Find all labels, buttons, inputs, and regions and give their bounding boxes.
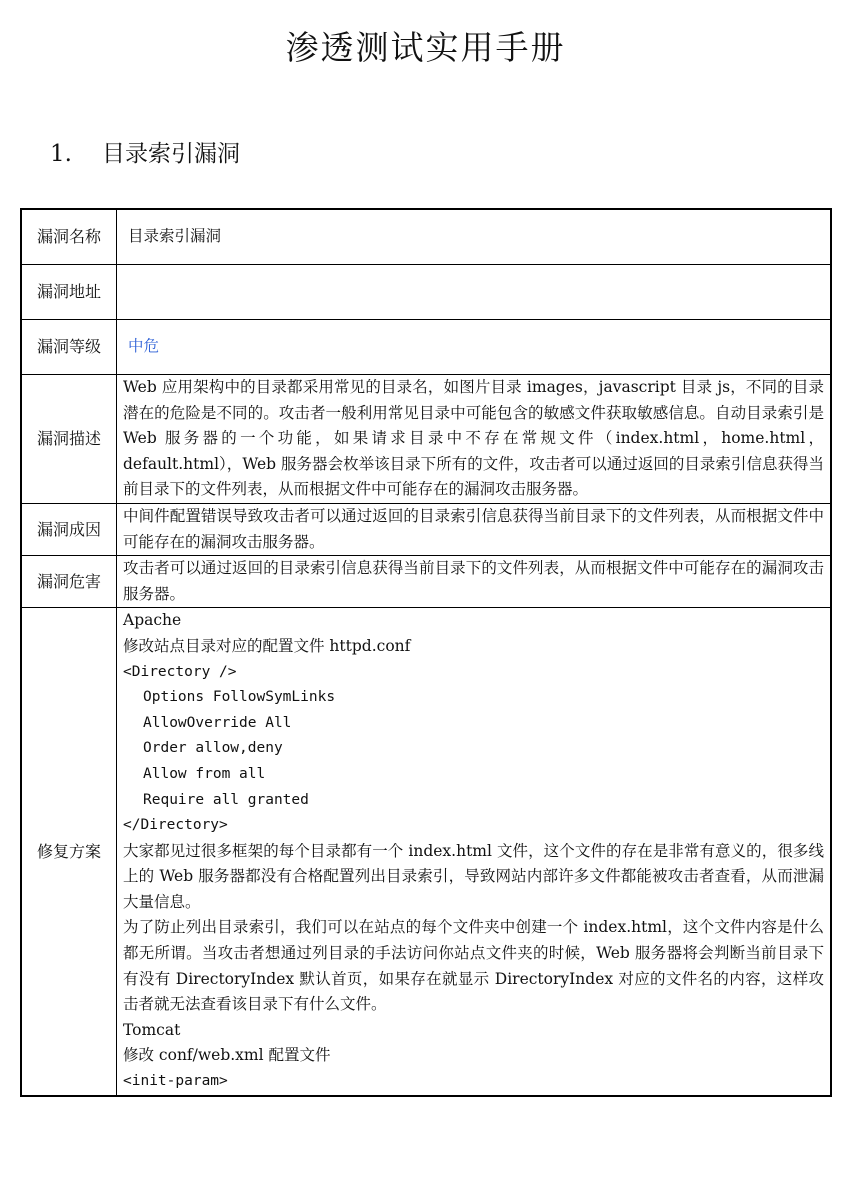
code-init-param: <init-param> <box>123 1073 228 1090</box>
table-row-name <box>21 209 831 265</box>
vuln-address-label: 漏洞地址 <box>21 265 117 320</box>
section-number: 1. <box>50 141 72 167</box>
cause-text: 中间件配置错误导致攻击者可以通过返回的目录索引信息获得当前目录下的文件列表，从而根据文件中可能存在的漏洞攻击服务器。 <box>123 506 824 551</box>
vuln-level-value: 中危 <box>117 320 832 375</box>
section-title: 目录索引漏洞 <box>102 141 240 167</box>
table-row-cause <box>21 503 831 555</box>
table-row-level <box>21 320 831 375</box>
harm-text: 攻击者可以通过返回的目录索引信息获得当前目录下的文件列表，从而根据文件中可能存在的漏洞攻击服务器。 <box>123 559 824 603</box>
fix-apache-title: Apache <box>123 611 182 630</box>
fix-paragraph-1: 大家都见过很多框架的每个目录都有一个 index.html 文件，这个文件的存在是非常有意义的，很多线上的 Web 服务器都没有合格配置列出目录索引，导致网站内部许多文件都能被攻击者查看，从而泄漏大量信息。 <box>123 841 824 911</box>
code-allowoverride-line: AllowOverride All <box>143 714 292 731</box>
code-order-line: Order allow,deny <box>143 740 283 757</box>
vuln-description-value <box>117 375 832 504</box>
fix-tomcat-step: 修改 conf/web.xml 配置文件 <box>123 1046 331 1065</box>
fix-apache-step: 修改站点目录对应的配置文件 httpd.conf <box>123 636 411 655</box>
vuln-harm-label: 漏洞危害 <box>21 556 117 608</box>
code-directory-close: </Directory> <box>123 817 228 834</box>
document-title: 渗透测试实用手册 <box>285 28 566 67</box>
code-allow-line: Allow from all <box>143 765 266 782</box>
vuln-cause-value <box>117 503 832 555</box>
vuln-cause-label: 漏洞成因 <box>21 503 117 555</box>
vuln-description-label: 漏洞描述 <box>21 375 117 504</box>
table-row-harm <box>21 556 831 608</box>
vuln-fix-label: 修复方案 <box>21 608 117 1096</box>
code-options-line: Options FollowSymLinks <box>143 689 336 706</box>
section-heading <box>50 135 240 168</box>
description-text: Web 应用架构中的目录都采用常见的目录名，如图片目录 images，javascript 目录 js，不同的目录潜在的危险是不同的。攻击者一般利用常见目录中可能包含的敏感文件获取敏感信息。自动目录索引是 Web 服务器的一个功能，如果请求目录中不存在常规文件（index.html，home.html，default.html），Web 服务器会枚举该目录下所有的文件，攻击者可以通过返回的目录索引信息获得当前目录下的文件列表，从而根据文件中可能存在的漏洞攻击服务器。 <box>123 378 824 499</box>
code-directory-open: <Directory /> <box>123 663 237 680</box>
vuln-harm-value <box>117 556 832 608</box>
vuln-level-label: 漏洞等级 <box>21 320 117 375</box>
vuln-address-value <box>117 265 832 320</box>
fix-paragraph-2: 为了防止列出目录索引，我们可以在站点的每个文件夹中创建一个 index.html，这个文件内容是什么都无所谓。当攻击者想通过列目录的手法访问你站点文件夹的时候，Web 服务器将会判断当前目录下有没有 DirectoryIndex 默认首页，如果存在就显示 DirectoryIndex 对应的文件名的内容，这样攻击者就无法查看该目录下有什么文件。 <box>123 918 824 1014</box>
table-row-address <box>21 265 831 320</box>
vulnerability-table <box>20 208 832 1097</box>
table-row-fix <box>21 608 831 1096</box>
vuln-name-label: 漏洞名称 <box>21 209 117 265</box>
table-row-description <box>21 375 831 504</box>
code-require-line: Require all granted <box>143 791 309 808</box>
vuln-fix-value <box>117 608 832 1096</box>
fix-tomcat-title: Tomcat <box>123 1020 181 1039</box>
vuln-name-value: 目录索引漏洞 <box>117 209 832 265</box>
